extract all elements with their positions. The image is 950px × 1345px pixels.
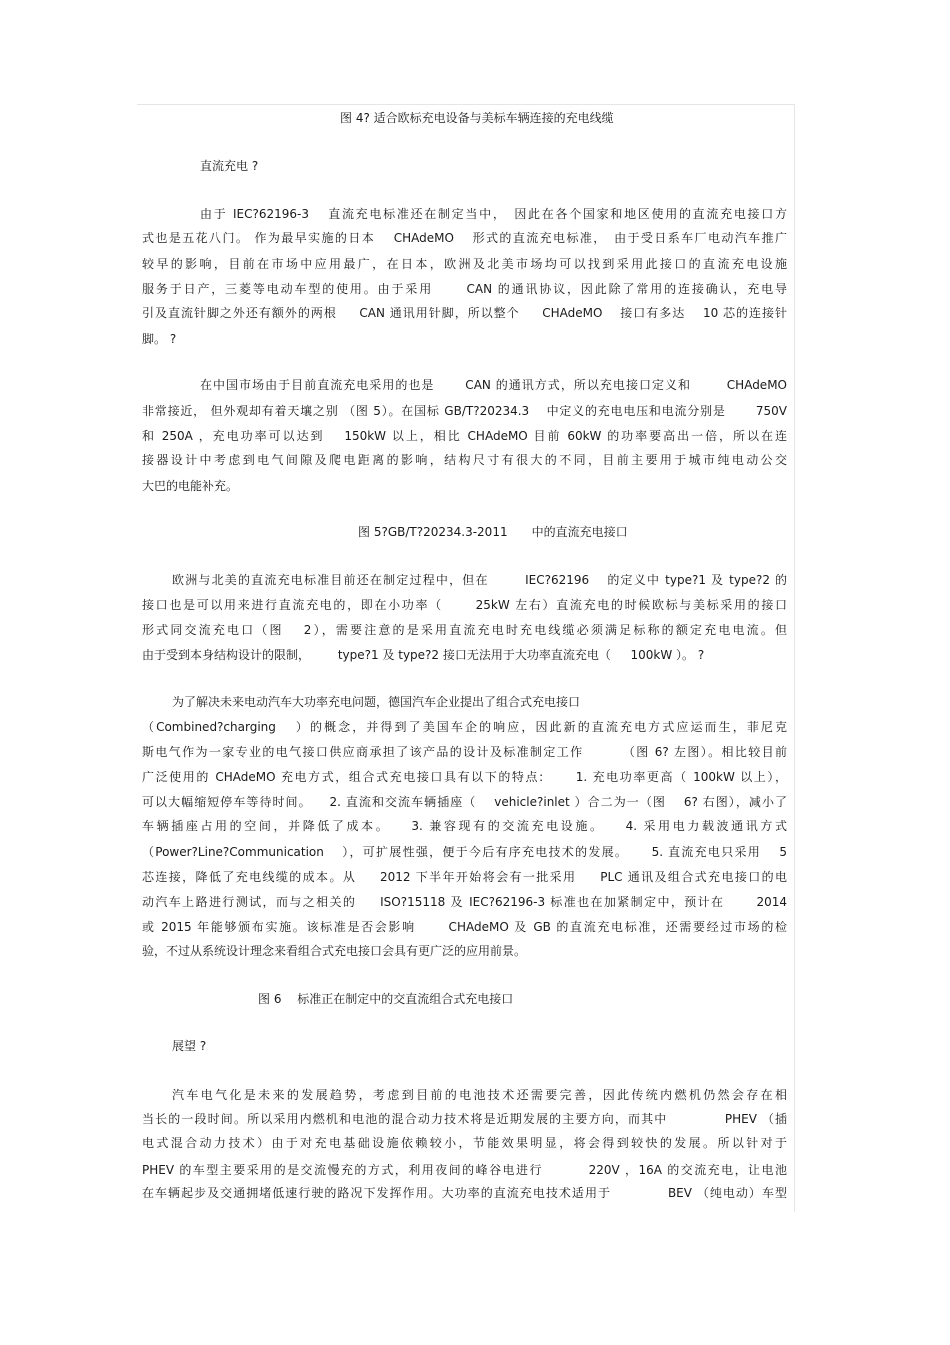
- paragraph-line: 为了解决未来电动汽车大功率充电问题，德国汽车企业提出了组合式充电接口: [172, 695, 581, 709]
- paragraph-line: 车辆插座占用的空间，并降低了成本。 3. 兼容现有的交流充电设施。 4. 采用电力载波通讯方式: [142, 819, 787, 833]
- paragraph-line: 由于受到本身结构设计的限制， type?1 及 type?2 接口无法用于大功率直流充电（ 100kW ）。 ?: [142, 648, 705, 662]
- paragraph-line: 欧洲与北美的直流充电标准目前还在制定过程中，但在 IEC?62196 的定义中 type?1 及 type?2 的: [172, 573, 787, 587]
- paragraph-line: （Combined?charging ）的概念，并得到了美国车企的响应，因此新的直流充电方式应运而生，菲尼克: [142, 720, 787, 734]
- page-frame-top-border: [137, 104, 795, 105]
- paragraph-line: 和 250A ，充电功率可以达到 150kW 以上，相比 CHAdeMO 目前 60kW 的功率要高出一倍，所以在连: [142, 429, 787, 443]
- paragraph-line: 非常接近， 但外观却有着天壤之别 （图 5）。在国标 GB/T?20234.3 中定义的充电电压和电流分别是 750V: [142, 404, 787, 418]
- paragraph-line: 形式同交流充电口（图 2），需要注意的是采用直流充电时充电线缆必须满足标称的额定充电电流。但: [142, 623, 787, 637]
- paragraph-line: 式也是五花八门。 作为最早实施的日本 CHAdeMO 形式的直流充电标准， 由于受日系车厂电动汽车推广: [142, 231, 787, 245]
- paragraph-line: 较早的影响，目前在市场中应用最广，在日本，欧洲及北美市场均可以找到采用此接口的直流充电设施: [142, 257, 787, 271]
- paragraph-line: 由于 IEC?62196-3 直流充电标准还在制定当中， 因此在各个国家和地区使用的直流充电接口方: [200, 207, 787, 221]
- paragraph-line: 斯电气作为一家专业的电气接口供应商承担了该产品的设计及标准制定工作 （图 6? 左图）。相比较目前: [142, 745, 787, 759]
- section-heading-outlook: 展望 ?: [172, 1039, 207, 1053]
- paragraph-line: 脚。 ?: [142, 332, 177, 346]
- paragraph-line: 在车辆起步及交通拥堵低速行驶的路况下发挥作用。大功率的直流充电技术适用于 BEV （纯电动）车型: [142, 1186, 787, 1200]
- section-heading-dc-charging: 直流充电 ?: [200, 159, 259, 173]
- paragraph-line: 电式混合动力技术）由于对充电基础设施依赖较小，节能效果明显，将会得到较快的发展。所以针对于: [142, 1136, 787, 1150]
- paragraph-line: 引及直流针脚之外还有额外的两根 CAN 通讯用针脚，所以整个 CHAdeMO 接口有多达 10 芯的连接针: [142, 306, 787, 320]
- paragraph-line: 服务于日产，三菱等电动车型的使用。由于采用 CAN 的通讯协议，因此除了常用的连接确认，充电导: [142, 282, 787, 296]
- paragraph-line: 当长的一段时间。所以采用内燃机和电池的混合动力技术将是近期发展的主要方向，而其中 PHEV （插: [142, 1112, 787, 1126]
- paragraph-line: 接口也是可以用来进行直流充电的，即在小功率（ 25kW 左右）直流充电的时候欧标与美标采用的接口: [142, 598, 787, 612]
- paragraph-line: 在中国市场由于目前直流充电采用的也是 CAN 的通讯方式，所以充电接口定义和 CHAdeMO: [200, 378, 787, 392]
- paragraph-line: PHEV 的车型主要采用的是交流慢充的方式，利用夜间的峰谷电进行 220V ，16A 的交流充电，让电池: [142, 1163, 787, 1177]
- paragraph-line: 或 2015 年能够颁布实施。该标准是否会影响 CHAdeMO 及 GB 的直流充电标准，还需要经过市场的检: [142, 920, 787, 934]
- paragraph-line: （Power?Line?Communication ），可扩展性强，便于今后有序充电技术的发展。 5. 直流充电只采用 5: [142, 845, 787, 859]
- page-frame-right-border: [794, 104, 795, 1212]
- paragraph-line: 可以大幅缩短停车等待时间。 2. 直流和交流车辆插座（ vehicle?inlet ）合二为一（图 6? 右图），减小了: [142, 795, 787, 809]
- paragraph-line: 大巴的电能补充。: [142, 479, 239, 493]
- paragraph-line: 动汽车上路进行测试，而与之相关的 ISO?15118 及 IEC?62196-3 标准也在加紧制定中，预计在 2014: [142, 895, 787, 909]
- paragraph-line: 汽车电气化是未来的发展趋势，考虑到目前的电池技术还需要完善，因此传统内燃机仍然会存在相: [172, 1088, 787, 1102]
- paragraph-line: 接器设计中考虑到电气间隙及爬电距离的影响，结构尺寸有很大的不同，目前主要用于城市纯电动公交: [142, 453, 787, 467]
- figure-4-caption: 图 4? 适合欧标充电设备与美标车辆连接的充电线缆: [340, 111, 614, 125]
- paragraph-line: 广泛使用的 CHAdeMO 充电方式，组合式充电接口具有以下的特点: 1. 充电功率更高（ 100kW 以上），: [142, 770, 787, 784]
- paragraph-line: 芯连接，降低了充电线缆的成本。从 2012 下半年开始将会有一批采用 PLC 通讯及组合式充电接口的电: [142, 870, 787, 884]
- figure-6-caption: 图 6 标准正在制定中的交直流组合式充电接口: [258, 992, 514, 1006]
- paragraph-line: 验，不过从系统设计理念来看组合式充电接口会具有更广泛的应用前景。: [142, 944, 527, 958]
- figure-5-caption: 图 5?GB/T?20234.3-2011 中的直流充电接口: [358, 525, 628, 539]
